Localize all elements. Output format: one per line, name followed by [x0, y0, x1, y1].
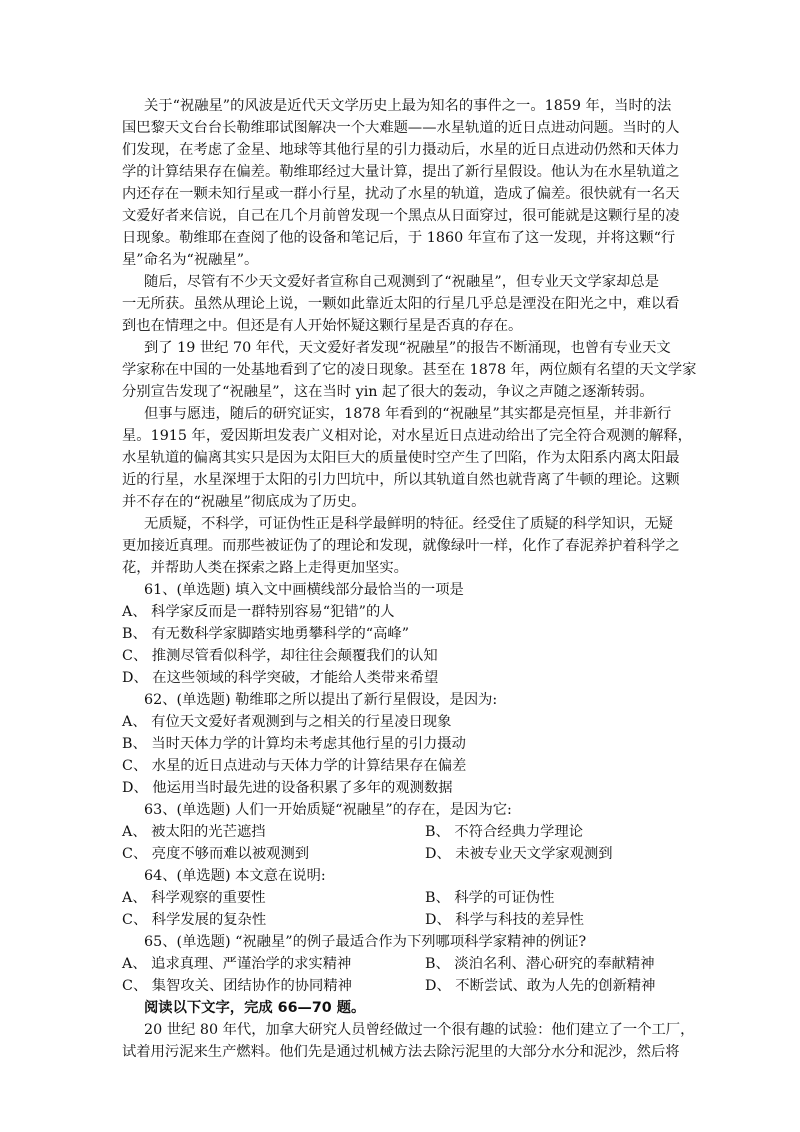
question-61-stem: 61、(单选题) 填入文中画横线部分最恰当的一项是 [144, 582, 464, 598]
paragraph-1-line-7: 日现象。勒维耶在查阅了他的设备和笔记后，于 1860 年宣布了这一发现，并将这颗“行 [122, 230, 676, 246]
paragraph-2-line-3: 到也在情理之中。但还是有人开始怀疑这颗行星是否真的存在。 [122, 318, 523, 334]
paragraph-5-line-2: 更加接近真理。而那些被证伪了的理论和发现，就像绿叶一样，化作了春泥养护着科学之 [122, 538, 680, 554]
question-61-option-a: A、 科学家反而是一群特别容易“犯错”的人 [122, 604, 395, 620]
paragraph-5-line-1: 无质疑，不科学，可证伪性正是科学最鲜明的特征。经受住了质疑的科学知识，无疑 [144, 516, 673, 532]
paragraph-4-line-3: 水星轨道的偏离其实只是因为太阳巨大的质量使时空产生了凹陷，作为太阳系内离太阳最 [122, 450, 680, 466]
passage-2-line-2: 试着用污泥来生产燃料。他们先是通过机械方法去除污泥里的大部分水分和泥沙，然后将 [122, 1044, 680, 1060]
question-63-option-d: D、 未被专业天文学家观测到 [425, 846, 613, 862]
question-65-stem: 65、(单选题) “祝融星”的例子最适合作为下列哪项科学家精神的例证? [144, 934, 587, 950]
paragraph-1-line-8: 星”命名为“祝融星”。 [122, 252, 259, 268]
paragraph-1-line-6: 文爱好者来信说，自己在几个月前曾发现一个黑点从日面穿过，很可能就是这颗行星的凌 [122, 208, 680, 224]
question-65-option-a: A、 追求真理、严谨治学的求实精神 [122, 956, 352, 972]
question-64-option-b: B、 科学的可证伪性 [425, 890, 555, 906]
paragraph-5-line-3: 花，并帮助人类在探索之路上走得更加坚实。 [122, 560, 408, 576]
paragraph-3-line-2: 学家称在中国的一处基地看到了它的凌日现象。甚至在 1878 年，两位颇有名望的天文学家 [122, 362, 697, 378]
question-64-option-d: D、 科学与科技的差异性 [425, 912, 584, 928]
paragraph-3-line-1: 到了 19 世纪 70 年代，天文爱好者发现“祝融星”的报告不断涌现，也曾有专业天文 [144, 340, 671, 356]
question-61-option-c: C、 推测尽管看似科学，却往往会颠覆我们的认知 [122, 648, 438, 664]
paragraph-4-line-2: 星。1915 年，爱因斯坦发表广义相对论，对水星近日点进动给出了完全符合观测的解释， [122, 428, 692, 444]
paragraph-4-line-5: 并不存在的“祝融星”彻底成为了历史。 [122, 494, 366, 510]
question-64-option-a: A、 科学观察的重要性 [122, 890, 266, 906]
question-64-stem: 64、(单选题) 本文意在说明: [144, 868, 326, 884]
paragraph-3-line-3: 分别宣告发现了“祝融星”，这在当时 yin 起了很大的轰动，争议之声随之逐渐转弱。 [122, 384, 654, 400]
question-64-option-c: C、 科学发展的复杂性 [122, 912, 267, 928]
question-63-option-b: B、 不符合经典力学理论 [425, 824, 584, 840]
section-heading: 阅读以下文字，完成 66—70 题。 [144, 1000, 366, 1016]
question-62-option-c: C、 水星的近日点进动与天体力学的计算结果存在偏差 [122, 758, 467, 774]
paragraph-1-line-1: 关于“祝融星”的风波是近代天文学历史上最为知名的事件之一。1859 年，当时的法 [144, 98, 672, 114]
question-65-option-d: D、 不断尝试、敢为人先的创新精神 [425, 978, 656, 994]
paragraph-1-line-2: 国巴黎天文台台长勒维耶试图解决一个大难题——水星轨道的近日点进动问题。当时的人 [122, 120, 680, 136]
question-63-option-a: A、 被太阳的光芒遮挡 [122, 824, 266, 840]
question-65-option-b: B、 淡泊名利、潜心研究的奉献精神 [425, 956, 655, 972]
paragraph-4-line-1: 但事与愿违，随后的研究证实，1878 年看到的“祝融星”其实都是亮恒星，并非新行 [144, 406, 672, 422]
passage-2-line-1: 20 世纪 80 年代，加拿大研究人员曾经做过一个很有趣的试验：他们建立了一个工厂， [144, 1022, 695, 1038]
question-65-option-c: C、 集智攻关、团结协作的协同精神 [122, 978, 352, 994]
paragraph-1-line-4: 学的计算结果存在偏差。勒维耶经过大量计算，提出了新行星假设。他认为在水星轨道之 [122, 164, 680, 180]
paragraph-1-line-5: 内还存在一颗未知行星或一群小行星，扰动了水星的轨道，造成了偏差。很快就有一名天 [122, 186, 680, 202]
question-61-option-d: D、 在这些领域的科学突破，才能给人类带来希望 [122, 670, 439, 686]
question-63-stem: 63、(单选题) 人们一开始质疑“祝融星”的存在，是因为它: [144, 802, 512, 818]
paragraph-2-line-1: 随后，尽管有不少天文爱好者宣称自己观测到了“祝融星”，但专业天文学家却总是 [144, 274, 660, 290]
question-63-option-c: C、 亮度不够而难以被观测到 [122, 846, 310, 862]
paragraph-4-line-4: 近的行星，水星深埋于太阳的引力凹坑中，所以其轨道自然也就背离了牛顿的理论。这颗 [122, 472, 680, 488]
paragraph-1-line-3: 们发现，在考虑了金星、地球等其他行星的引力摄动后，水星的近日点进动仍然和天体力 [122, 142, 680, 158]
question-62-option-d: D、 他运用当时最先进的设备积累了多年的观测数据 [122, 780, 453, 796]
paragraph-2-line-2: 一无所获。虽然从理论上说，一颗如此靠近太阳的行星几乎总是湮没在阳光之中，难以看 [122, 296, 680, 312]
question-61-option-b: B、 有无数科学家脚踏实地勇攀科学的“高峰” [122, 626, 410, 642]
question-62-option-a: A、 有位天文爱好者观测到与之相关的行星凌日现象 [122, 714, 452, 730]
question-62-stem: 62、(单选题) 勒维耶之所以提出了新行星假设，是因为: [144, 692, 498, 708]
question-62-option-b: B、 当时天体力学的计算均未考虑其他行星的引力摄动 [122, 736, 466, 752]
